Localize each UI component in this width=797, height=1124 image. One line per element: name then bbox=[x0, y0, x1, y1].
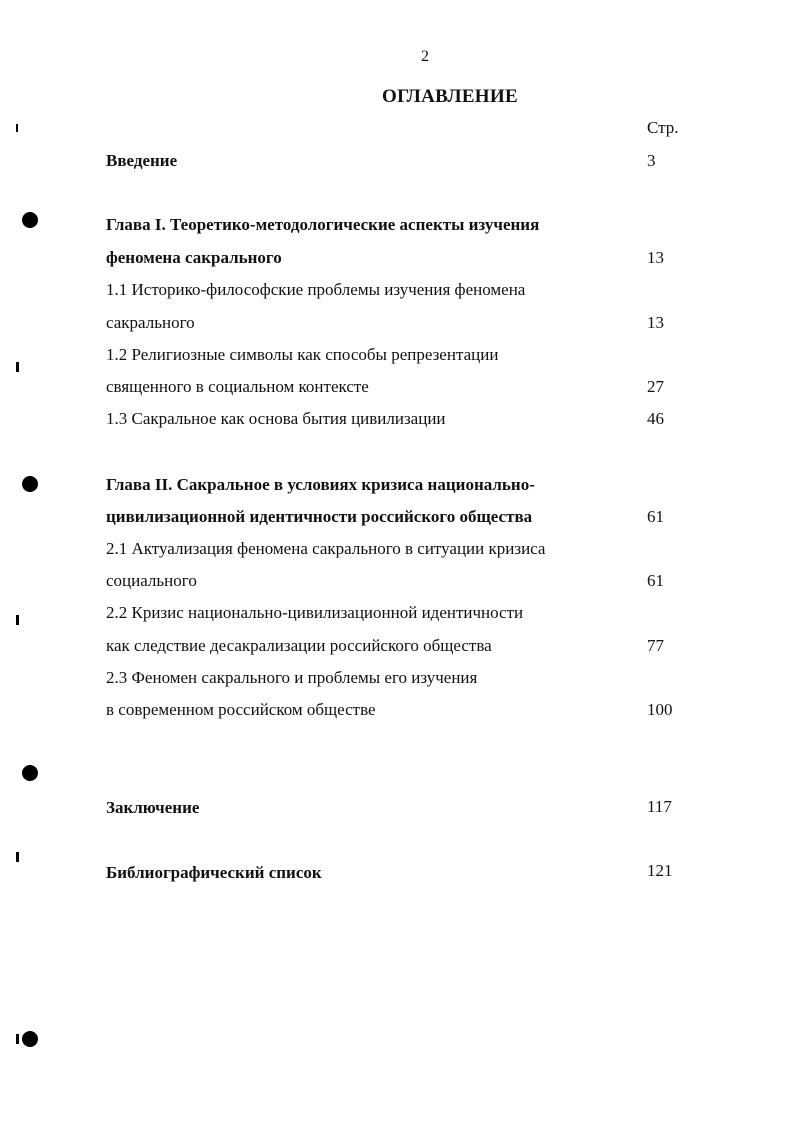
toc-section-2-1-line1: 2.1 Актуализация феномена сакрального в ситуации кризиса bbox=[106, 539, 546, 558]
toc-chapter2-line1: Глава II. Сакральное в условиях кризиса национально- bbox=[106, 475, 535, 494]
toc-chapter2-page: 61 bbox=[647, 507, 664, 526]
punch-hole-3 bbox=[22, 765, 38, 781]
toc-section-1-2-line1: 1.2 Религиозные символы как способы репрезентации bbox=[106, 345, 499, 364]
toc-section-1-3-page: 46 bbox=[647, 409, 664, 428]
toc-chapter2-line2: цивилизационной идентичности российского общества bbox=[106, 507, 533, 526]
toc-conclusion-page: 117 bbox=[647, 797, 672, 816]
toc-section-1-3-line1: 1.3 Сакральное как основа бытия цивилизации bbox=[106, 409, 446, 428]
toc-section-2-3-line2: в современном российском обществе bbox=[106, 700, 376, 719]
scan-mark-2 bbox=[16, 362, 19, 372]
page-column-header: Стр. bbox=[647, 118, 679, 137]
toc-section-2-3-line1: 2.3 Феномен сакрального и проблемы его изучения bbox=[106, 668, 478, 687]
scan-mark-1 bbox=[16, 124, 18, 132]
toc-section-2-3-page: 100 bbox=[647, 700, 673, 719]
punch-hole-1 bbox=[22, 212, 38, 228]
toc-section-2-2-line2: как следствие десакрализации российского общества bbox=[106, 636, 492, 655]
toc-section-1-2-page: 27 bbox=[647, 377, 664, 396]
toc-bibliography-page: 121 bbox=[647, 861, 673, 880]
toc-conclusion-label: Заключение bbox=[106, 798, 200, 817]
toc-intro-label: Введение bbox=[106, 151, 178, 170]
toc-chapter1-line2: феномена сакрального bbox=[106, 248, 282, 267]
toc-section-2-1-line2: социального bbox=[106, 571, 197, 590]
toc-section-1-1-page: 13 bbox=[647, 313, 664, 332]
toc-section-2-2-line1: 2.2 Кризис национально-цивилизационной идентичности bbox=[106, 603, 524, 622]
toc-section-2-2-page: 77 bbox=[647, 636, 664, 655]
toc-section-1-1-line1: 1.1 Историко-философские проблемы изучения феномена bbox=[106, 280, 526, 299]
toc-chapter1-page: 13 bbox=[647, 248, 664, 267]
toc-intro-page: 3 bbox=[647, 151, 656, 170]
scan-mark-3 bbox=[16, 615, 19, 625]
page-title: ОГЛАВЛЕНИЕ bbox=[382, 86, 518, 107]
toc-bibliography-label: Библиографический список bbox=[106, 863, 322, 882]
page-number: 2 bbox=[421, 48, 429, 65]
toc-section-2-1-page: 61 bbox=[647, 571, 664, 590]
toc-chapter1-line1: Глава I. Теоретико-методологические аспекты изучения bbox=[106, 215, 540, 234]
punch-hole-2 bbox=[22, 476, 38, 492]
toc-section-1-2-line2: священного в социальном контексте bbox=[106, 377, 369, 396]
toc-section-1-1-line2: сакрального bbox=[106, 313, 195, 332]
scan-mark-4 bbox=[16, 852, 19, 862]
punch-hole-4 bbox=[22, 1031, 38, 1047]
scan-mark-5 bbox=[16, 1034, 19, 1044]
